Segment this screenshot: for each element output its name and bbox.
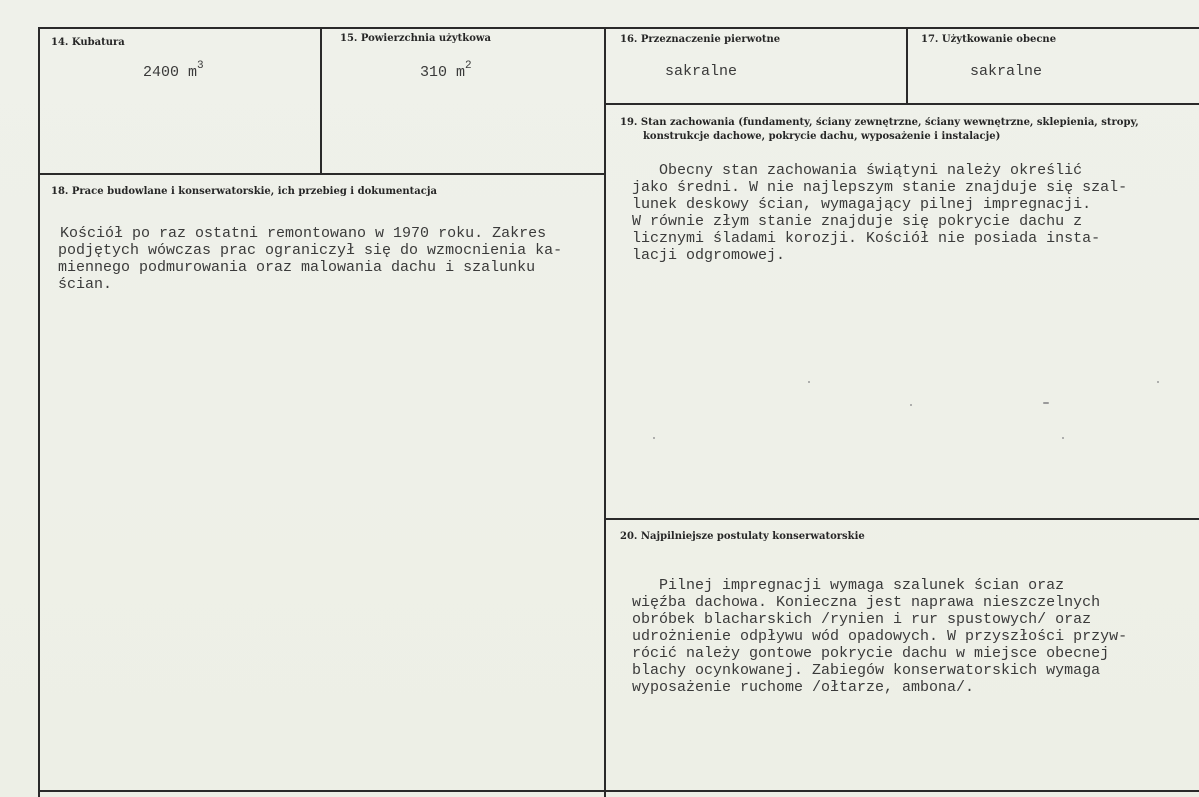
rule-row-18	[38, 173, 606, 175]
field-20-line: Pilnej impregnacji wymaga szalunek ścian oraz	[632, 577, 1065, 594]
field-18-label: 18. Prace budowlane i konserwatorskie, ich przebieg i dokumentacja	[51, 186, 437, 197]
field-15-unit-exponent: 2	[465, 60, 472, 72]
field-19-line: lacji odgromowej.	[632, 247, 786, 264]
field-18-line: podjętych wówczas prac ograniczył się do wzmocnienia ka-	[58, 242, 563, 259]
rule-col-16-17	[906, 27, 908, 103]
rule-center	[604, 27, 606, 797]
field-20-line: rócić należy gontowe pokrycie dachu w miejsce obecnej	[632, 645, 1110, 662]
paper-speck	[1043, 402, 1049, 404]
field-14-unit: m	[188, 64, 198, 81]
field-14-value	[143, 62, 204, 81]
rule-col-14-15	[320, 27, 322, 174]
paper-speck	[653, 437, 655, 439]
field-16-value: sakralne	[665, 63, 738, 80]
field-19-label-line2: konstrukcje dachowe, pokrycie dachu, wyposażenie i instalacje)	[643, 131, 1001, 142]
field-14-label: 14. Kubatura	[51, 37, 125, 48]
rule-left	[38, 27, 40, 797]
field-17-label: 17. Użytkowanie obecne	[921, 34, 1057, 45]
field-18-line: miennego podmurowania oraz malowania dachu i szalunku	[58, 259, 536, 276]
field-18-line: Kościół po raz ostatni remontowano w 1970 roku. Zakres	[42, 225, 547, 242]
field-18-line: ścian.	[58, 276, 113, 293]
rule-row-19	[604, 103, 1199, 105]
field-14-number: 2400	[143, 64, 180, 81]
field-20-label: 20. Najpilniejsze postulaty konserwatorskie	[620, 531, 865, 542]
field-19-line: W równie złym stanie znajduje się pokrycie dachu z	[632, 213, 1083, 230]
field-15-number: 310	[420, 64, 448, 81]
paper-speck	[1157, 381, 1159, 383]
paper-speck	[910, 404, 912, 406]
field-17-value: sakralne	[970, 63, 1043, 80]
field-15-label: 15. Powierzchnia użytkowa	[340, 33, 491, 44]
paper-speck	[1062, 437, 1064, 439]
field-19-line: jako średni. W nie najlepszym stanie znajduje się szal-	[632, 179, 1128, 196]
field-19-line: licznymi śladami korozji. Kościół nie posiada insta-	[632, 230, 1101, 247]
field-15-unit: m	[456, 64, 466, 81]
field-20-line: obróbek blacharskich /rynien i rur spustowych/ oraz	[632, 611, 1092, 628]
field-20-line: więźba dachowa. Konieczna jest naprawa nieszczelnych	[632, 594, 1101, 611]
field-14-unit-exponent: 3	[197, 60, 204, 72]
field-19-line: lunek deskowy ścian, wymagający pilnej impregnacji.	[632, 196, 1092, 213]
field-19-label-line1: 19. Stan zachowania (fundamenty, ściany zewnętrzne, ściany wewnętrzne, sklepienia, stropy,	[620, 117, 1139, 128]
rule-row-20	[604, 518, 1199, 520]
field-20-line: udrożnienie odpływu wód opadowych. W przyszłości przyw-	[632, 628, 1128, 645]
field-16-label: 16. Przeznaczenie pierwotne	[620, 34, 781, 45]
rule-bottom	[38, 790, 1199, 792]
field-15-value	[420, 62, 472, 81]
rule-top	[38, 27, 1199, 29]
paper-speck	[808, 381, 810, 383]
field-19-line: Obecny stan zachowania świątyni należy określić	[632, 162, 1083, 179]
field-20-line: wyposażenie ruchome /ołtarze, ambona/.	[632, 679, 975, 696]
field-20-line: blachy ocynkowanej. Zabiegów konserwatorskich wymaga	[632, 662, 1101, 679]
